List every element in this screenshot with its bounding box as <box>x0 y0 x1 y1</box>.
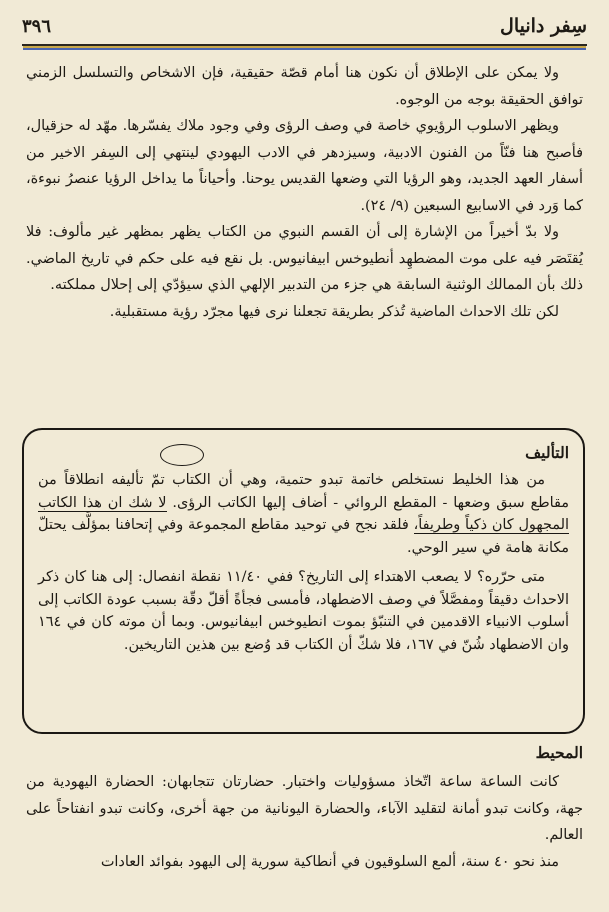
top-text-block <box>26 60 583 325</box>
paragraph <box>38 469 569 560</box>
paragraph: كانت الساعة ساعة اتّخاذ مسؤوليات واختبار. حضارتان تتجابهان: الحضارة اليهودية من جهة، وكانت تبدو أمانة لتقليد الآباء، والحضارة اليونانية من جهة أخرى، وكانت تبدو انفتاحاً على العالم. <box>26 774 583 843</box>
section-heading-authorship: التأليف <box>525 443 569 462</box>
page-number: ٣٩٦ <box>22 15 52 37</box>
paragraph: متى حرّره؟ لا يصعب الاهتداء إلى التاريخ؟ ففي ١١/٤٠ نقطة انفصال: إلى هنا كان ذكر الاحداث دقيقاً ومفصَّلاً في وصف الاضطهاد، فأمسى فجأةً أقلّ دقّة بسبب عودة الكاتب إلى أسلوب الانبياء الاقدمين في التنبّؤ بموت انطيوخس ابيفانيوس. وبما أن موته كان في ١٦٤ وان الاضطهاد شُنّ في ١٦٧، فلا شكّ أن الكتاب قد وُضع بين هذين التاريخين. <box>38 568 569 653</box>
paragraph: منذ نحو ٤٠ سنة، ألمع السلوقيون في أنطاكية سورية إلى اليهود بفوائد العادات <box>100 853 559 870</box>
paragraph: ويظهر الاسلوب الرؤيوي خاصة في وصف الرؤى وفي وجود ملاك يفسّرها. مهّد له حزقيال، فأصبح هنا فنّاً من الفنون الادبية، وسيزدهر في الادب اليهودي لينتهي إلى السِفر الاخير من أسفار العهد الجديد، وهو الرؤيا التي وضعها القديس يوحنا. وأحياناً ما يداخل الرؤيا عنصرُ نبوءة، كما وَرد في الاسابيع السبعين (٩/ ٢٤). <box>26 118 583 214</box>
bottom-text-block <box>26 742 583 875</box>
highlighted-box <box>22 428 585 734</box>
underlined-text: لا شك ان هذا الكاتب المجهول كان ذكياً وطريفاً، <box>38 494 569 534</box>
paragraph: ولا يمكن على الإطلاق أن نكون هنا أمام قصّة حقيقية، فإن الاشخاص والتسلسل الزمني توافق الحقيقة بوجه من الوجوه. <box>26 65 583 108</box>
handwritten-circle-mark <box>160 444 204 466</box>
running-title: سِفر دانيال <box>500 15 587 37</box>
text-run: من هذا الخليط نستخلص خاتمة تبدو حتمية، وهي أن الكتاب تمّ تأليفه انطلاقاً من مقاطع سبق وضعها - المقطع الروائي - أضاف إليها الكاتب الرؤى. <box>38 472 569 511</box>
page-header <box>22 8 587 46</box>
text-run: فلقد نجح في توحيد مقاطع المجموعة وفي إتحافنا بمؤلَّف يحتلّ مكانة هامة في سير الوحي. <box>38 517 569 557</box>
paragraph: لكن تلك الاحداث الماضية تُذكر بطريقة تجعلنا نرى فيها مجرّد رؤية مستقبلية. <box>109 303 559 320</box>
paragraph: ولا بدّ أخيراً من الإشارة إلى أن القسم النبوي من الكتاب يظهر بمظهر غير مألوف: فلا يُقتَصَر فيه على موت المضطهِد أنطيوخس ابيفانيوس. بل نقع فيه على حكم في تاريخ الماضي. ذلك بأن الممالك الوثنية السابقة هي جزء من التدبير الإلهي الذي سيؤدّي إلى إحلال مملكته. <box>26 224 583 293</box>
section-heading-milieu: المحيط <box>535 743 583 762</box>
